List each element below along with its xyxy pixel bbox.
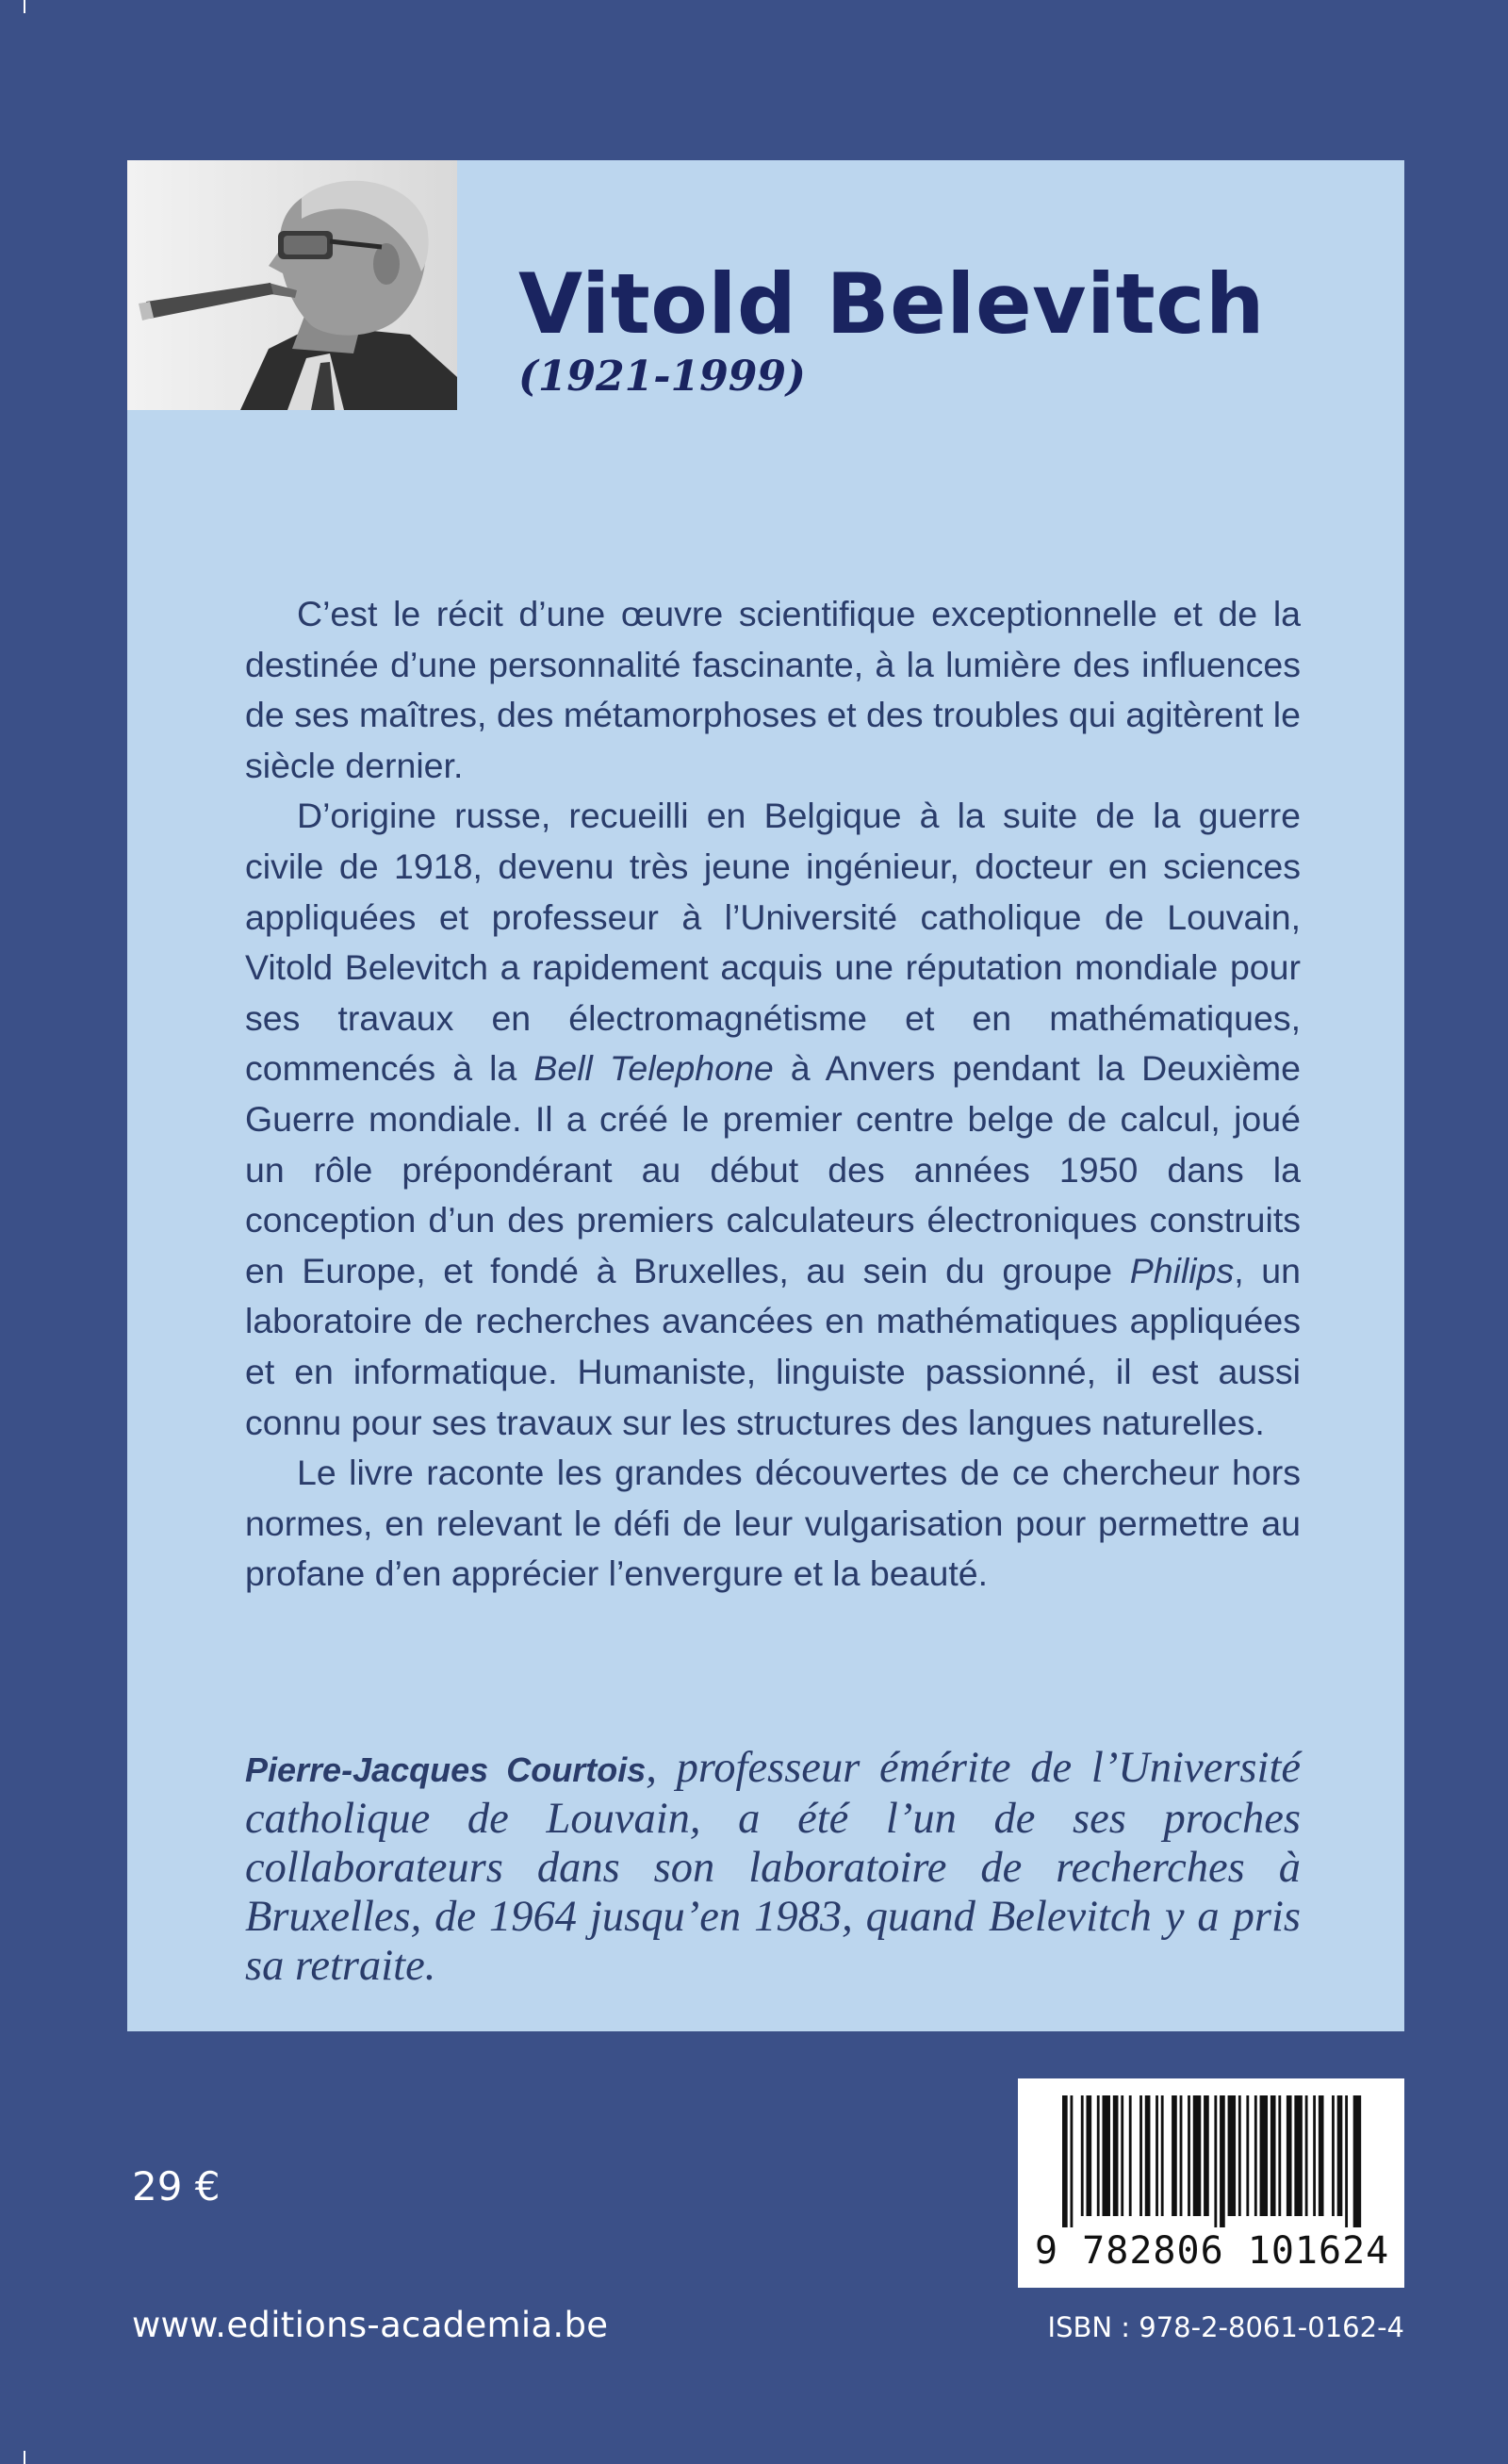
barcode-bar [1278,2095,1281,2216]
blurb-paragraph-3: Le livre raconte les grandes découvertes de ce chercheur hors normes, en relevant le défi de leur vulgarisation pour permettre au profane d’en apprécier l’envergure et la beauté. [245,1453,1301,1594]
barcode-bar [1270,2095,1276,2216]
barcode-bar [1332,2095,1335,2216]
barcode-bar [1113,2095,1119,2216]
barcode [1018,2078,1404,2288]
blurb-paragraph-1: C’est le récit d’une œuvre scientifique exceptionnelle et de la destinée d’une personnalité fascinante, à la lumière des influences de ses maîtres, des métamorphoses et des troubles qui agitèrent le siècle dernier. [245,594,1301,785]
blurb-paragraph-2 [245,791,1301,1448]
blurb-text: D’origine russe, recueilli en Belgique à la suite de la guerre civile de 1918, devenu très jeune ingénieur, docteur en sciences appliquées et professeur à l’Université catholique de Louvain, Vitold Belevitch a rapidement acquis une réputation mondiale pour ses travaux en électromagnétisme et en mathématiques, commencés à la [245,796,1301,1089]
barcode-bar [1161,2095,1164,2216]
back-cover-panel [127,160,1404,2031]
crop-mark [24,2451,25,2464]
barcode-bar [1204,2095,1209,2216]
barcode-bar [1353,2095,1362,2227]
author-portrait-photo [127,160,457,410]
barcode-bar [1287,2095,1292,2216]
barcode-bar [1254,2095,1257,2216]
barcode-bar [1121,2095,1123,2216]
website-link[interactable]: www.editions-academia.be [132,2305,609,2345]
price: 29 € [132,2163,221,2209]
life-dates: (1921-1999) [518,352,806,401]
barcode-bar [1156,2095,1158,2216]
barcode-bar [1145,2095,1151,2216]
barcode-bar [1139,2095,1142,2216]
barcode-bar [1345,2095,1348,2227]
barcode-bar [1062,2095,1068,2227]
blurb [245,589,1301,1600]
barcode-bar [1319,2095,1324,2216]
barcode-bar [1260,2095,1269,2216]
barcode-bar [1097,2095,1100,2216]
barcode-bar [1238,2095,1241,2216]
barcode-bar [1214,2095,1217,2227]
barcode-digits: 9 782806 101624 [1035,2229,1390,2273]
author-name: Pierre-Jacques Courtois [245,1750,647,1789]
barcode-bars [1062,2095,1364,2227]
barcode-bar [1071,2095,1074,2227]
barcode-bar [1086,2095,1091,2216]
barcode-bar [1193,2095,1202,2216]
book-title: Vitold Belevitch [518,255,1266,353]
barcode-bar [1294,2095,1303,2216]
blurb-emphasis-philips: Philips [1129,1250,1235,1290]
title-block [518,255,1367,401]
barcode-bar [1228,2095,1237,2216]
barcode-bar [1220,2095,1225,2227]
barcode-bar [1180,2095,1183,2216]
barcode-bar [1337,2095,1343,2216]
author-bio-text: , professeur émérite de l’Université catholique de Louvain, a été l’un de ses proches collaborateurs dans son laboratoire de recherches à Bruxelles, de 1964 jusqu’en 1983, quand Belevitch y a pris sa retraite. [245,1744,1301,1990]
blurb-text: , un laboratoire de recherches avancées en mathématiques appliquées et en informatique. Humaniste, linguiste passionné, il est aussi connu pour ses travaux sur les structures des langues naturelles. [245,1250,1301,1442]
barcode-bar [1172,2095,1177,2216]
barcode-bar [1081,2095,1084,2216]
barcode-bar [1188,2095,1190,2216]
barcode-bar [1305,2095,1308,2216]
blurb-emphasis-bell-telephone: Bell Telephone [533,1048,774,1089]
barcode-bar [1313,2095,1316,2216]
author-bio [245,1744,1301,1991]
isbn: ISBN : 978-2-8061-0162-4 [1047,2311,1404,2343]
barcode-bar [1246,2095,1249,2216]
crop-mark [24,0,25,13]
barcode-bar [1129,2095,1132,2216]
barcode-bar [1102,2095,1110,2216]
blurb-text: à Anvers pendant la Deuxième Guerre mondiale. Il a créé le premier centre belge de calcul, joué un rôle prépondérant au début des années 1950 dans la conception d’un des premiers calculateurs électroniques construits en Europe, et fondé à Bruxelles, au sein du groupe [245,1048,1301,1290]
